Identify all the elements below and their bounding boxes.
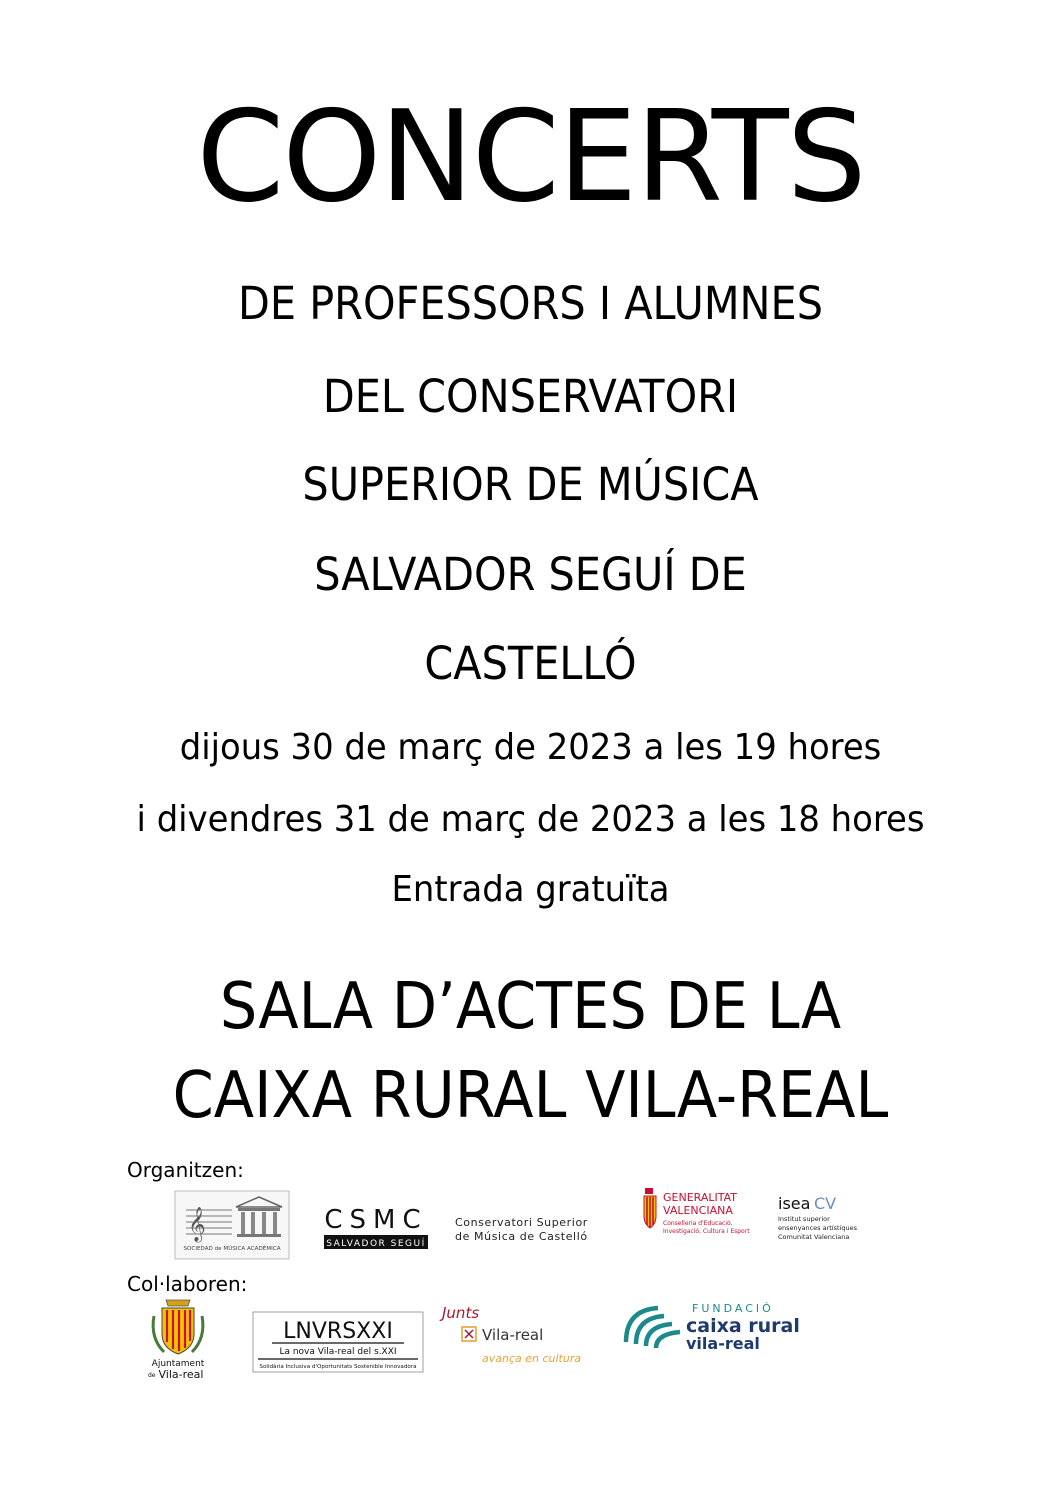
- lnvrsxxi-sub: La nova Vila-real del s.XXI: [279, 1347, 397, 1357]
- conservatori-line-2: de Música de Castelló: [455, 1230, 588, 1243]
- junts-name: Vila-real: [482, 1326, 544, 1344]
- sma-name: SOCIEDAD de MÚSICA ACADÉMICA: [183, 1246, 281, 1252]
- generalitat-logo: [641, 1184, 750, 1244]
- venue-line-2: CAIXA RURAL VILA-REAL: [172, 1059, 889, 1133]
- conservatori-logo: [453, 1212, 619, 1244]
- fundacio-bottom: vila-real: [686, 1334, 760, 1353]
- subtitle-line-2: DEL CONSERVATORI: [322, 370, 739, 423]
- junts-vila-real-logo: [440, 1300, 580, 1370]
- junts-text: Junts: [442, 1304, 480, 1322]
- ajuntament-line-3: Vila-real: [158, 1368, 204, 1381]
- gv-line-1: GENERALITAT: [663, 1191, 738, 1204]
- isea-line-2: ensenyances artístiques: [778, 1224, 857, 1232]
- ajuntament-logo: [140, 1294, 216, 1380]
- coat-of-arms-icon: [644, 1188, 656, 1228]
- csmc-subtext: SALVADOR SEGUÍ: [326, 1239, 426, 1249]
- gv-line-3: Conselleria d'Educació,: [663, 1220, 733, 1227]
- lnvrsxxi-tagline: Solidària Inclusiva d'Oportunitats Sostenible Innovadora: [259, 1364, 417, 1370]
- csmc-logo: [322, 1202, 430, 1252]
- ajuntament-line-2: de: [148, 1372, 156, 1379]
- isea-text: isea: [778, 1194, 811, 1213]
- ajuntament-line-1: Ajuntament: [151, 1359, 205, 1369]
- subtitle-line-5: CASTELLÓ: [424, 637, 637, 690]
- venue-line-1: SALA D’ACTES DE LA: [219, 970, 842, 1044]
- csmc-text: CSMC: [324, 1205, 428, 1235]
- fundacio-arcs-icon: [626, 1308, 680, 1348]
- fundacio-mid: caixa rural: [686, 1315, 800, 1337]
- subtitle-line-3: SUPERIOR DE MÚSICA: [302, 458, 759, 511]
- page-title: CONCERTS: [196, 83, 865, 230]
- date-line-1: dijous 30 de març de 2023 a les 19 hores: [179, 727, 882, 768]
- entry-text: Entrada gratuïta: [391, 869, 670, 910]
- sma-logo: [174, 1190, 290, 1260]
- collaborators-label: Col·laboren:: [127, 1272, 248, 1296]
- conservatori-line-1: Conservatori Superior: [455, 1216, 588, 1229]
- isea-cv-text: CV: [814, 1194, 837, 1213]
- subtitle-line-4: SALVADOR SEGUÍ DE: [314, 548, 747, 601]
- subtitle-line-1: DE PROFESSORS I ALUMNES: [238, 277, 823, 330]
- lnvrsxxi-title: LNVRSXXI: [283, 1319, 393, 1344]
- date-line-2: i divendres 31 de març de 2023 a les 18 hores: [136, 799, 925, 840]
- isea-line-1: Institut superior: [778, 1215, 830, 1223]
- lnvrsxxi-logo: [252, 1311, 424, 1373]
- junts-tagline: avança en cultura: [482, 1352, 582, 1365]
- isea-line-3: Comunitat Valenciana: [778, 1233, 850, 1241]
- iseacv-logo: [776, 1192, 857, 1244]
- fundacio-top: FUNDACIÓ: [692, 1302, 774, 1315]
- fundacio-caixa-rural-logo: [620, 1298, 840, 1358]
- organizers-label: Organitzen:: [127, 1158, 244, 1182]
- gv-line-2: VALENCIANA: [663, 1204, 733, 1217]
- treble-clef-icon: 𝄞: [188, 1207, 206, 1242]
- ajuntament-shield-icon: [153, 1300, 203, 1354]
- gv-line-4: Investigació, Cultura i Esport: [663, 1228, 750, 1235]
